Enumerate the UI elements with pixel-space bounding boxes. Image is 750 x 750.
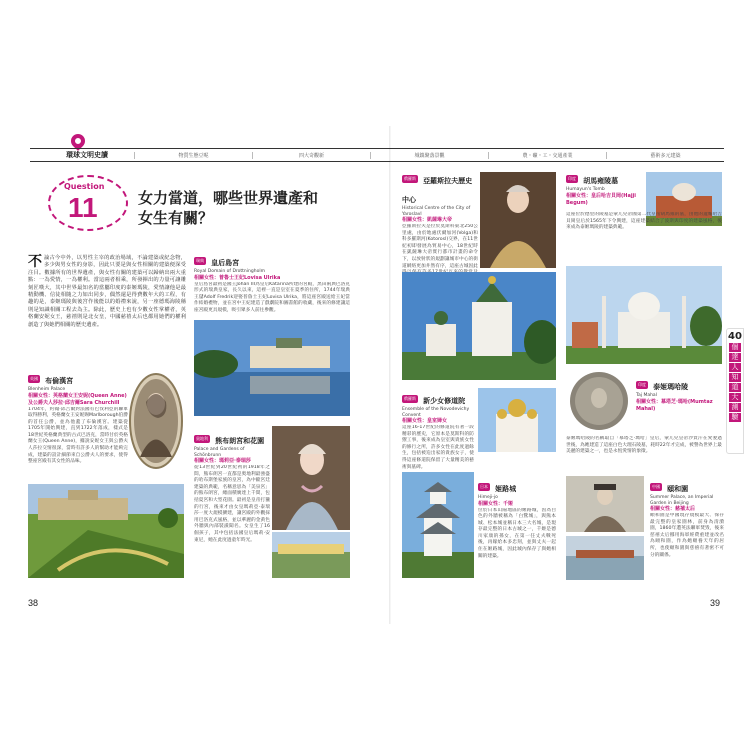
intro-text: 論古今中外，以男性主宰的政治場域，不論建築或紀念物，多少與男女性的身影，因此只要是與女性相關的建築便深受注目。數據所有的世界遺產，與女性有關的建築可以歸納出兩大重點：一為愛情，一為權利。當這兩者相乘，所發揮出的力量可讓雕刻匠嘆大，其中世界最知名的當屬印度的泰姬瑪陵，愛情讓他是最精動機、信徒相隨之力如出同步，偶然還是得費數年大的工程，有趣的是，泰姬瑪陵與後宮作後能以的婚禮來說，另一座德瑪海陵稱則是知識相關工程去為主。除此，歷史上也有少數女性掌權者，英格蘭安妮女王，慈禧則是北女皇，中國慈禧太后也都用她們的權利創造了與她們相關的歷史遺產。	[28, 255, 186, 328]
side-tab-char: 人	[729, 363, 741, 372]
maria-theresa-portrait	[272, 426, 350, 530]
item-en: Ensemble of the Novodevichy Convent	[402, 407, 470, 418]
item-en: Historical Centre of the City of Yaroslavl	[402, 206, 471, 217]
header-tab-4[interactable]: 農・礦・工・交通產業	[488, 152, 606, 159]
item-title: 新少女修道院	[423, 397, 466, 405]
item-en: Palace and Gardens of Schönbrunn	[194, 447, 245, 458]
item-title: 胡馬雍陵墓	[583, 177, 619, 185]
item-body: 從13世紀到20世紀初的1918年之間，熊布朗宮一直都是奧地利最強盛的哈布斯堡家族的皇宮，為中歐宮廷建築的典範，名稱意思為「美泉宮」的熊布朗宮，總面積廣達上千間，包括夏宮和大型花園。最初是皇帝打獵的行宮，後來才由女皇瑪莉亞·泰瑞莎一度大規模擴建，讓宮殿的外觀採用巴洛克式風格，並以華麗的金黃色外牆與內部裝潢聞名。女皇生了16個孩子，其中包括法國皇后瑪莉·安東尼，她在此度過童年時光。	[194, 465, 270, 543]
item-body: 這座位於德里的陵墓是蒙兀兒帝國第二代皇帝胡馬雍的墓，由他的遺孀哈吉貝岡皇后於1565年下令興建，這座建築結合了波斯與印度的建築風格，後來成為泰姬瑪陵的建築典範。	[566, 212, 722, 231]
country-tag: 印度	[568, 175, 576, 181]
item-title: 布倫漢宮	[45, 377, 74, 385]
blenheim-photo	[28, 484, 184, 578]
item-drottningholm	[194, 250, 350, 322]
header-tab-2[interactable]: 四大奇觀新	[252, 152, 370, 159]
item-en: Himeji-jo	[478, 495, 498, 500]
item-en: Royal Domain of Drottningholm	[194, 269, 265, 274]
item-humayun	[566, 168, 646, 207]
header-bar	[30, 148, 724, 162]
item-title: 泰姬瑪哈陵	[653, 383, 689, 391]
drottningholm-photo	[194, 320, 350, 416]
header-tab-3[interactable]: 城鎮聚落景觀	[370, 152, 488, 159]
side-tab-char: 個	[729, 343, 741, 352]
header-tab-1[interactable]: 物質生態豆呢	[134, 152, 252, 159]
summerpalace-photo	[566, 536, 644, 580]
item-sub: 相關女性：凱薩琳大帝	[402, 217, 453, 223]
item-body: 頤和園是中國現存規模最大、保存最完整的皇家園林，前身為清漪園，1860年遭英法聯軍焚毀，後來慈禧太后挪用海軍經費重建並改名為頤和園，作為她頤養天年的居所，也使頤和園與慈禧有著密不可分的關係。	[650, 513, 724, 558]
item-sub: 相關女性：瑪莉亞·泰瑞莎	[194, 458, 251, 464]
item-title: 頤和園	[667, 485, 689, 493]
side-tab-char: 知	[729, 373, 741, 382]
side-tab-char: 道	[729, 383, 741, 392]
item-sub: 相關女性：普魯士王妃Lovisa Ulrika	[194, 274, 281, 281]
item-en: Humayun's Tomb	[566, 187, 605, 192]
question-word: Question	[64, 182, 105, 191]
item-en: Summer Palace, an Imperial Garden in Beijing	[650, 495, 714, 506]
item-schonbrunn	[194, 428, 270, 585]
question-title: 女力當道，哪些世界遺產和女生有關？	[138, 189, 319, 227]
side-tab	[726, 328, 744, 454]
mumtaz-coin	[566, 370, 632, 432]
intro-paragraph	[28, 255, 186, 329]
item-sub: 相關女性：慈禧太后	[650, 506, 696, 512]
item-body: 泰姬瑪哈陵的名稱取自「慕塔芝·瑪哈」皇后，蒙兀兒皇帝沙賈汗在愛妻過世後，為她建造了這座白色大理石陵墓，耗時22年才完成，被譽為世界上最美麗的建築之一，也是永恆愛情的象徵。	[566, 436, 722, 455]
queen-anne-portrait	[128, 372, 184, 470]
side-tab-char: 達	[729, 353, 741, 362]
drop-cap: 不	[28, 254, 42, 270]
country-tag: 奧地利	[196, 435, 208, 441]
item-en: Taj Mahal	[636, 393, 657, 398]
item-body: 皇后島宮最初是國王Johan III為皇后Katarina所建的宮殿，黑田兩典巴洛克形式的瑞典皇家，長久以來，這裡一直是皇室在夏季的住所，1744年瑞典王儲Adolf Fredrik迎娶普魯士王妃Lovisa Ulrika，將這座宮殿送給王妃當作結婚禮物，並在宮中王妃建造了戲劇院和圖書館的收藏，後來的修建讓這座宮殿更具規模，吸引眾多人前往參觀。	[194, 281, 350, 313]
novodevichy-photo	[478, 388, 556, 452]
side-tab-char: 驗	[729, 413, 741, 422]
catherine-portrait	[480, 172, 556, 268]
country-tag: 俄羅斯	[404, 395, 416, 401]
item-humayun-body	[566, 212, 722, 262]
item-en: Blenheim Palace	[28, 387, 66, 392]
schonbrunn-photo	[272, 532, 350, 578]
side-tab-char: 測	[729, 403, 741, 412]
country-tag: 中國	[652, 483, 660, 489]
item-body: 這座16-17世紀的修道院有著一段精彩的歷史，它原本是莫斯科的防禦工事，後來成為皇室與貴族女性的修行之所，許多女性在此度過餘生，包括被迫出家的貴族女子，使得這座修道院保留了大量精美的藝術與墓碑。	[402, 425, 474, 470]
item-summerpalace	[650, 476, 724, 581]
page-fold	[389, 126, 391, 624]
item-title: 熊布朗宮和花園	[215, 437, 265, 445]
tajmahal-photo	[566, 266, 722, 364]
item-sub: 相關女性：慕塔芝·瑪哈(Mumtaz Mahal)	[636, 398, 713, 412]
item-body: 1704年，約翰·邱吉爾對法國有巴伐利亞的聯軍取得勝利，英格蘭女王安妮賜Marlborough伯爵的首任公爵，並為他蓋了布倫漢宮。建築從1705年開始興建，直到1722年落成，樣式是18世紀英格蘭典型的古式巴洛克，當時甘於英格蘭女王(Queen Anne)，據說安妮女王與公爵夫人莎拉交情很深，當時有許多人的幫助才能夠完成，建築的設計細節來自公爵夫人的要求，使得整座宮殿有其女性的品味。	[28, 406, 128, 465]
header-tab-5[interactable]: 藝術多元建築	[606, 152, 724, 159]
item-sub: 相關女性：千姬	[478, 500, 514, 507]
item-tajmahal-body	[566, 436, 722, 478]
country-tag: 英國	[30, 375, 38, 381]
side-tab-char: 大	[729, 393, 741, 402]
yaroslavl-photo	[402, 272, 556, 380]
item-title: 皇后島宮	[211, 259, 240, 267]
item-sub: 相關女性：皇后哈吉貝岡(Hajji Begum)	[566, 192, 636, 206]
page-number-left: 38	[28, 598, 39, 608]
side-tab-number: 40	[728, 331, 742, 342]
himeji-photo	[402, 472, 474, 578]
item-tajmahal	[636, 374, 724, 413]
country-tag: 日本	[480, 483, 488, 489]
item-title: 姬路城	[495, 485, 517, 493]
country-tag: 俄羅斯	[404, 175, 416, 181]
question-number: 11	[68, 192, 98, 223]
country-tag: 印度	[638, 381, 646, 387]
page-number-right: 39	[710, 598, 721, 608]
item-himeji	[478, 476, 556, 582]
country-tag: 瑞典	[196, 257, 204, 263]
item-body: 位於日本山陽地區的姬路城，因為白色的外牆被稱為「白鷺城」，與熊本城、松本城並稱日本三大名城，是現存最完整的日本古城之一，千姬是德川家康的孫女，在第一任丈夫戰死後，再嫁給本多忠刻，並與丈夫一起住在姬路城，因此城內保存了與她相關的建築。	[478, 507, 556, 559]
item-novodevichy	[402, 388, 474, 473]
item-blenheim	[28, 368, 128, 485]
section-crumb: 環球文明史讀	[66, 151, 108, 159]
item-sub: 相關女性：皇室婦女	[402, 418, 448, 424]
item-sub: 相關女性：英格蘭女王安妮(Queen Anne)及公爵夫人莎拉·邱吉爾Sara Churchill	[28, 392, 127, 406]
item-body: 亞羅斯拉夫是位於莫斯科東北250公里處，由於地處伏爾加河(Volga)和科多羅斯河(Kotorosl)交界，在11世紀初即發展為貿易中心，18世紀時在凱薩琳大帝實行都市計畫的命令下，以放射狀的規劃讓城市中心的街道網絡更加井然有序，這座古城因此	[402, 224, 478, 269]
cixi-portrait	[566, 476, 644, 532]
item-yaroslavl	[402, 168, 478, 284]
item-title: 亞羅斯拉夫歷史中心	[402, 177, 473, 204]
